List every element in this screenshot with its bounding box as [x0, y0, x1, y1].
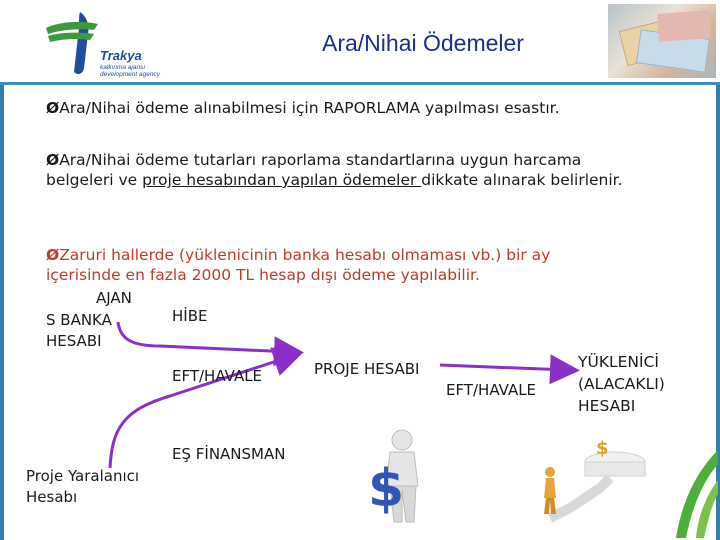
bullet-arrow-icon: Ø	[46, 99, 60, 117]
bullet-text: Zaruri hallerde (yüklenicinin banka hesabı olmaması vb.) bir ay içerisinde en fazla 2000 TL hesap dışı ödeme yapılabilir.	[46, 246, 551, 284]
page-title: Ara/Nihai Ödemeler	[322, 30, 524, 56]
bullet-arrow-icon: Ø	[46, 246, 60, 264]
bullet-text-underlined: proje hesabından yapılan ödemeler	[142, 171, 422, 189]
bullet-text-before: Ara/Nihai ödeme tutarları raporlama standartlarına uygun harcama belgeleri ve	[46, 151, 582, 189]
bullet-text-after: dikkate alınarak belirlenir.	[421, 171, 623, 189]
yuklenici-line3: HESABI	[578, 397, 636, 415]
svg-text:$: $	[596, 438, 609, 459]
ajans-line1: AJAN	[96, 289, 132, 307]
staircase-success-icon	[530, 428, 660, 528]
logo-subtitle-line1: kalkınma ajansı	[100, 64, 146, 71]
svg-text:$: $	[368, 459, 405, 519]
ajans-line2: S BANKA	[46, 311, 112, 329]
proje-hesabi-label: PROJE HESABI	[314, 360, 420, 378]
corner-leaf-decoration	[668, 440, 718, 538]
yuklenici-line2: (ALACAKLI)	[578, 375, 665, 393]
proje-yaralanici-line2: Hesabı	[26, 488, 78, 506]
arrow-proje-to-yuklenici	[440, 365, 568, 370]
hibe-label: HİBE	[172, 307, 208, 325]
bullet-text: Ara/Nihai ödeme alınabilmesi için RAPORLAMA yapılması esastır.	[59, 99, 560, 117]
proje-yaralanici-line1: Proje Yaralanıcı	[26, 467, 140, 485]
ajans-line3: HESABI	[46, 332, 102, 350]
logo-name: Trakya	[100, 48, 142, 63]
yuklenici-line1: YÜKLENİCİ	[578, 353, 659, 371]
bullet-arrow-icon: Ø	[46, 151, 60, 169]
es-finansman-label: EŞ FİNANSMAN	[172, 445, 286, 463]
arrow-ajans-to-proje	[118, 322, 292, 352]
person-dollar-icon	[350, 426, 430, 526]
logo-subtitle-line2: development agency	[100, 71, 160, 78]
eft-label-1: EFT/HAVALE	[172, 367, 263, 385]
eft-label-2: EFT/HAVALE	[446, 381, 537, 399]
